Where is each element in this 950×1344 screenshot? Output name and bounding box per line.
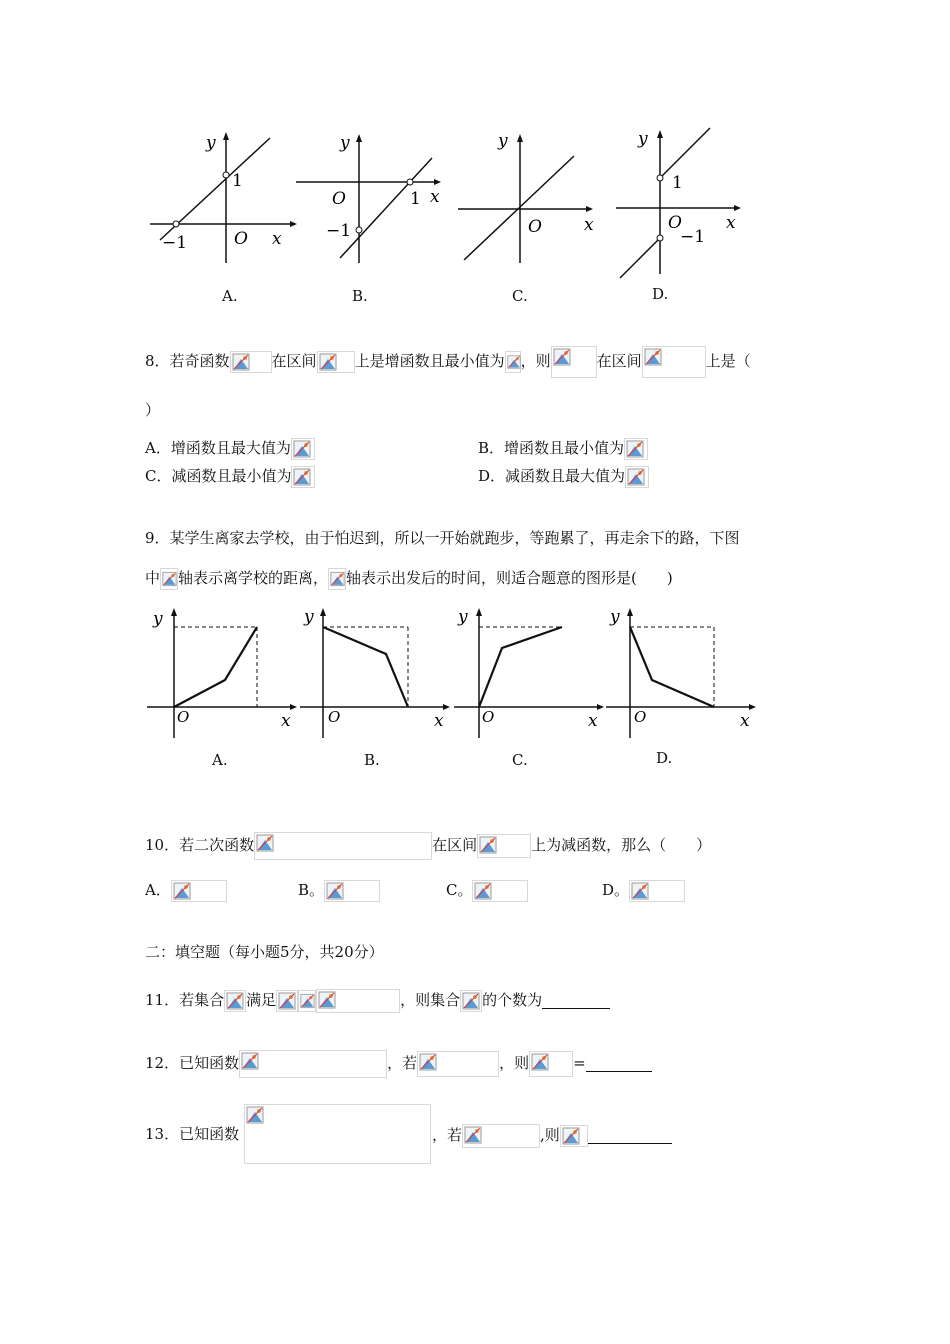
q10-option-b-text: B。 bbox=[298, 881, 325, 899]
formula-image bbox=[254, 832, 432, 860]
q13-answer-blank[interactable] bbox=[588, 1129, 672, 1144]
broken-image-icon bbox=[319, 353, 337, 371]
q8-text-2: 在区间 bbox=[271, 352, 317, 370]
formula-image bbox=[629, 880, 685, 902]
broken-image-icon bbox=[241, 1052, 259, 1070]
q8-text-6: 上是（ bbox=[705, 352, 751, 370]
q7a-y-label: y bbox=[206, 133, 216, 153]
q8-text-1: 8．若奇函数 bbox=[145, 352, 230, 370]
q7d-tick-m1: −1 bbox=[680, 227, 706, 247]
formula-image bbox=[505, 351, 521, 373]
q9-option-d-label: D. bbox=[656, 749, 673, 767]
q10-text-1: 10．若二次函数 bbox=[145, 836, 255, 854]
broken-image-icon bbox=[330, 570, 345, 588]
formula-image bbox=[291, 438, 315, 460]
q10-option-d bbox=[602, 880, 685, 902]
q12-text-2: ，若 bbox=[387, 1054, 418, 1072]
q7c-x-label: x bbox=[584, 215, 594, 235]
formula-image bbox=[328, 568, 346, 590]
formula-image bbox=[244, 1104, 431, 1164]
q7c-origin-label: O bbox=[528, 217, 542, 237]
q11-answer-blank[interactable] bbox=[542, 994, 610, 1009]
q11-stem bbox=[145, 989, 610, 1013]
q13-text-2: ，若 bbox=[432, 1126, 463, 1144]
formula-image bbox=[276, 990, 298, 1012]
formula-image bbox=[551, 346, 597, 378]
q13-stem-tail bbox=[432, 1124, 672, 1148]
broken-image-icon bbox=[162, 570, 177, 588]
q9b-y-label: y bbox=[304, 607, 314, 627]
q10-option-c bbox=[446, 880, 528, 902]
q9-option-b-label: B. bbox=[364, 751, 380, 769]
formula-image bbox=[472, 880, 528, 902]
q10-option-a bbox=[145, 880, 227, 902]
q7-option-b-label: B. bbox=[352, 287, 368, 305]
broken-image-icon bbox=[479, 836, 497, 854]
formula-image bbox=[317, 351, 355, 373]
formula-image bbox=[642, 346, 706, 378]
broken-image-icon bbox=[318, 991, 336, 1009]
q10-option-d-text: D。 bbox=[602, 881, 630, 899]
q7a-origin-label: O bbox=[234, 229, 248, 249]
q7b-tick-1: 1 bbox=[410, 189, 421, 209]
broken-image-icon bbox=[644, 348, 662, 366]
broken-image-icon bbox=[507, 353, 521, 371]
q9b-origin-label: O bbox=[328, 708, 341, 726]
q10-option-c-text: C。 bbox=[446, 881, 473, 899]
q7d-origin-label: O bbox=[668, 213, 682, 233]
q9-text-a: 中 bbox=[145, 569, 161, 587]
broken-image-icon bbox=[464, 1126, 482, 1144]
q8-text-3: 上是增函数且最小值为 bbox=[354, 352, 505, 370]
q9d-y-label: y bbox=[610, 607, 620, 627]
formula-image bbox=[529, 1051, 573, 1077]
formula-image bbox=[230, 351, 272, 373]
broken-image-icon bbox=[531, 1053, 549, 1071]
q7d-tick-1: 1 bbox=[672, 173, 683, 193]
formula-image bbox=[239, 1050, 387, 1078]
q7-option-c-label: C. bbox=[512, 287, 528, 305]
q9a-y-label: y bbox=[153, 609, 163, 629]
q8-text-5: 在区间 bbox=[596, 352, 642, 370]
q7d-x-label: x bbox=[726, 213, 736, 233]
formula-image bbox=[224, 990, 246, 1012]
q9-stem-line1: 9．某学生离家去学校，由于怕迟到，所以一开始就跑步，等跑累了，再走余下的路，下图 bbox=[145, 529, 740, 547]
formula-image bbox=[171, 880, 227, 902]
q11-text-3: ，则集合 bbox=[400, 991, 461, 1009]
q9a-x-label: x bbox=[281, 711, 291, 731]
q8-option-d-text: D．减函数且最大值为 bbox=[478, 467, 626, 485]
q10-option-a-text: A． bbox=[145, 881, 171, 899]
broken-image-icon bbox=[553, 348, 571, 366]
broken-image-icon bbox=[626, 440, 644, 458]
section-title-fill-in: 二：填空题（每小题5分，共20分） bbox=[145, 943, 384, 961]
q9c-x-label: x bbox=[588, 711, 598, 731]
q11-text-1: 11．若集合 bbox=[145, 991, 225, 1009]
formula-image bbox=[460, 990, 482, 1012]
broken-image-icon bbox=[226, 992, 244, 1010]
broken-image-icon bbox=[562, 1127, 580, 1145]
formula-image bbox=[462, 1124, 540, 1148]
broken-image-icon bbox=[300, 992, 315, 1010]
q8-option-a-text: A．增函数且最大值为 bbox=[145, 439, 291, 457]
broken-image-icon bbox=[326, 882, 344, 900]
q13-text-3: ,则 bbox=[540, 1126, 560, 1144]
q8-text-4: ，则 bbox=[520, 352, 551, 370]
q9b-x-label: x bbox=[434, 711, 444, 731]
q9-text-b: 轴表示离学校的距离， bbox=[178, 569, 329, 587]
q7-graph-b bbox=[292, 128, 452, 268]
q7-graph-d bbox=[612, 124, 752, 284]
formula-image bbox=[417, 1051, 499, 1077]
formula-image bbox=[477, 834, 531, 858]
q12-text-1: 12．已知函数 bbox=[145, 1054, 240, 1072]
formula-image bbox=[316, 989, 400, 1013]
broken-image-icon bbox=[173, 882, 191, 900]
q7b-y-label: y bbox=[340, 133, 350, 153]
q11-text-4: 的个数为 bbox=[482, 991, 543, 1009]
q7a-tick-1: 1 bbox=[232, 171, 243, 191]
formula-image bbox=[160, 568, 178, 590]
q7-option-d-label: D. bbox=[652, 285, 669, 303]
q7a-x-label: x bbox=[272, 229, 282, 249]
q7b-tick-m1: −1 bbox=[326, 221, 352, 241]
q12-text-4: = bbox=[573, 1054, 586, 1072]
q10-text-2: 在区间 bbox=[432, 836, 478, 854]
q8-option-d bbox=[478, 466, 649, 488]
q9a-origin-label: O bbox=[177, 708, 190, 726]
q10-text-3: 上为减函数，那么（ ） bbox=[531, 836, 712, 854]
q9-stem-line2 bbox=[145, 568, 673, 590]
q8-stem bbox=[145, 346, 751, 378]
q7c-y-label: y bbox=[498, 131, 508, 151]
formula-image bbox=[624, 438, 648, 460]
formula-image bbox=[291, 466, 315, 488]
q9-graph-a bbox=[145, 602, 300, 742]
q13-text-1: 13．已知函数 bbox=[145, 1125, 240, 1143]
q12-answer-blank[interactable] bbox=[586, 1057, 652, 1072]
q8-close-paren: ） bbox=[145, 401, 161, 419]
q7-graph-a bbox=[140, 128, 300, 268]
q10-option-b bbox=[298, 880, 380, 902]
q9-option-c-label: C. bbox=[512, 751, 528, 769]
broken-image-icon bbox=[278, 992, 296, 1010]
q7-graph-c bbox=[454, 128, 604, 268]
broken-image-icon bbox=[256, 834, 274, 852]
broken-image-icon bbox=[474, 882, 492, 900]
broken-image-icon bbox=[627, 468, 645, 486]
q12-text-3: ，则 bbox=[499, 1054, 530, 1072]
q9-text-c: 轴表示出发后的时间，则适合题意的图形是( ) bbox=[346, 569, 673, 587]
q7d-y-label: y bbox=[638, 129, 648, 149]
broken-image-icon bbox=[419, 1053, 437, 1071]
formula-image bbox=[625, 466, 649, 488]
broken-image-icon bbox=[462, 992, 480, 1010]
q7-option-a-label: A. bbox=[222, 287, 238, 305]
q8-option-b-text: B．增函数且最小值为 bbox=[478, 439, 625, 457]
q9-graph-b bbox=[298, 602, 453, 742]
q9-option-a-label: A. bbox=[212, 751, 228, 769]
q8-option-a bbox=[145, 438, 315, 460]
q9d-x-label: x bbox=[740, 711, 750, 731]
q7b-x-label: x bbox=[430, 187, 440, 207]
formula-image bbox=[560, 1125, 588, 1147]
q9c-y-label: y bbox=[458, 607, 468, 627]
formula-image bbox=[298, 990, 316, 1012]
q9d-origin-label: O bbox=[634, 708, 647, 726]
broken-image-icon bbox=[232, 353, 250, 371]
q10-stem bbox=[145, 832, 711, 860]
q8-option-b bbox=[478, 438, 648, 460]
broken-image-icon bbox=[246, 1106, 264, 1124]
q9-graph-c bbox=[452, 602, 607, 742]
q9c-origin-label: O bbox=[482, 708, 495, 726]
broken-image-icon bbox=[631, 882, 649, 900]
q7a-tick-m1: −1 bbox=[162, 233, 188, 253]
q8-option-c-text: C．减函数且最小值为 bbox=[145, 467, 292, 485]
broken-image-icon bbox=[293, 440, 311, 458]
q8-option-c bbox=[145, 466, 315, 488]
q9-graph-d bbox=[604, 602, 759, 742]
formula-image bbox=[324, 880, 380, 902]
q7b-origin-label: O bbox=[332, 189, 346, 209]
broken-image-icon bbox=[293, 468, 311, 486]
q11-text-2: 满足 bbox=[246, 991, 277, 1009]
q12-stem bbox=[145, 1050, 652, 1078]
